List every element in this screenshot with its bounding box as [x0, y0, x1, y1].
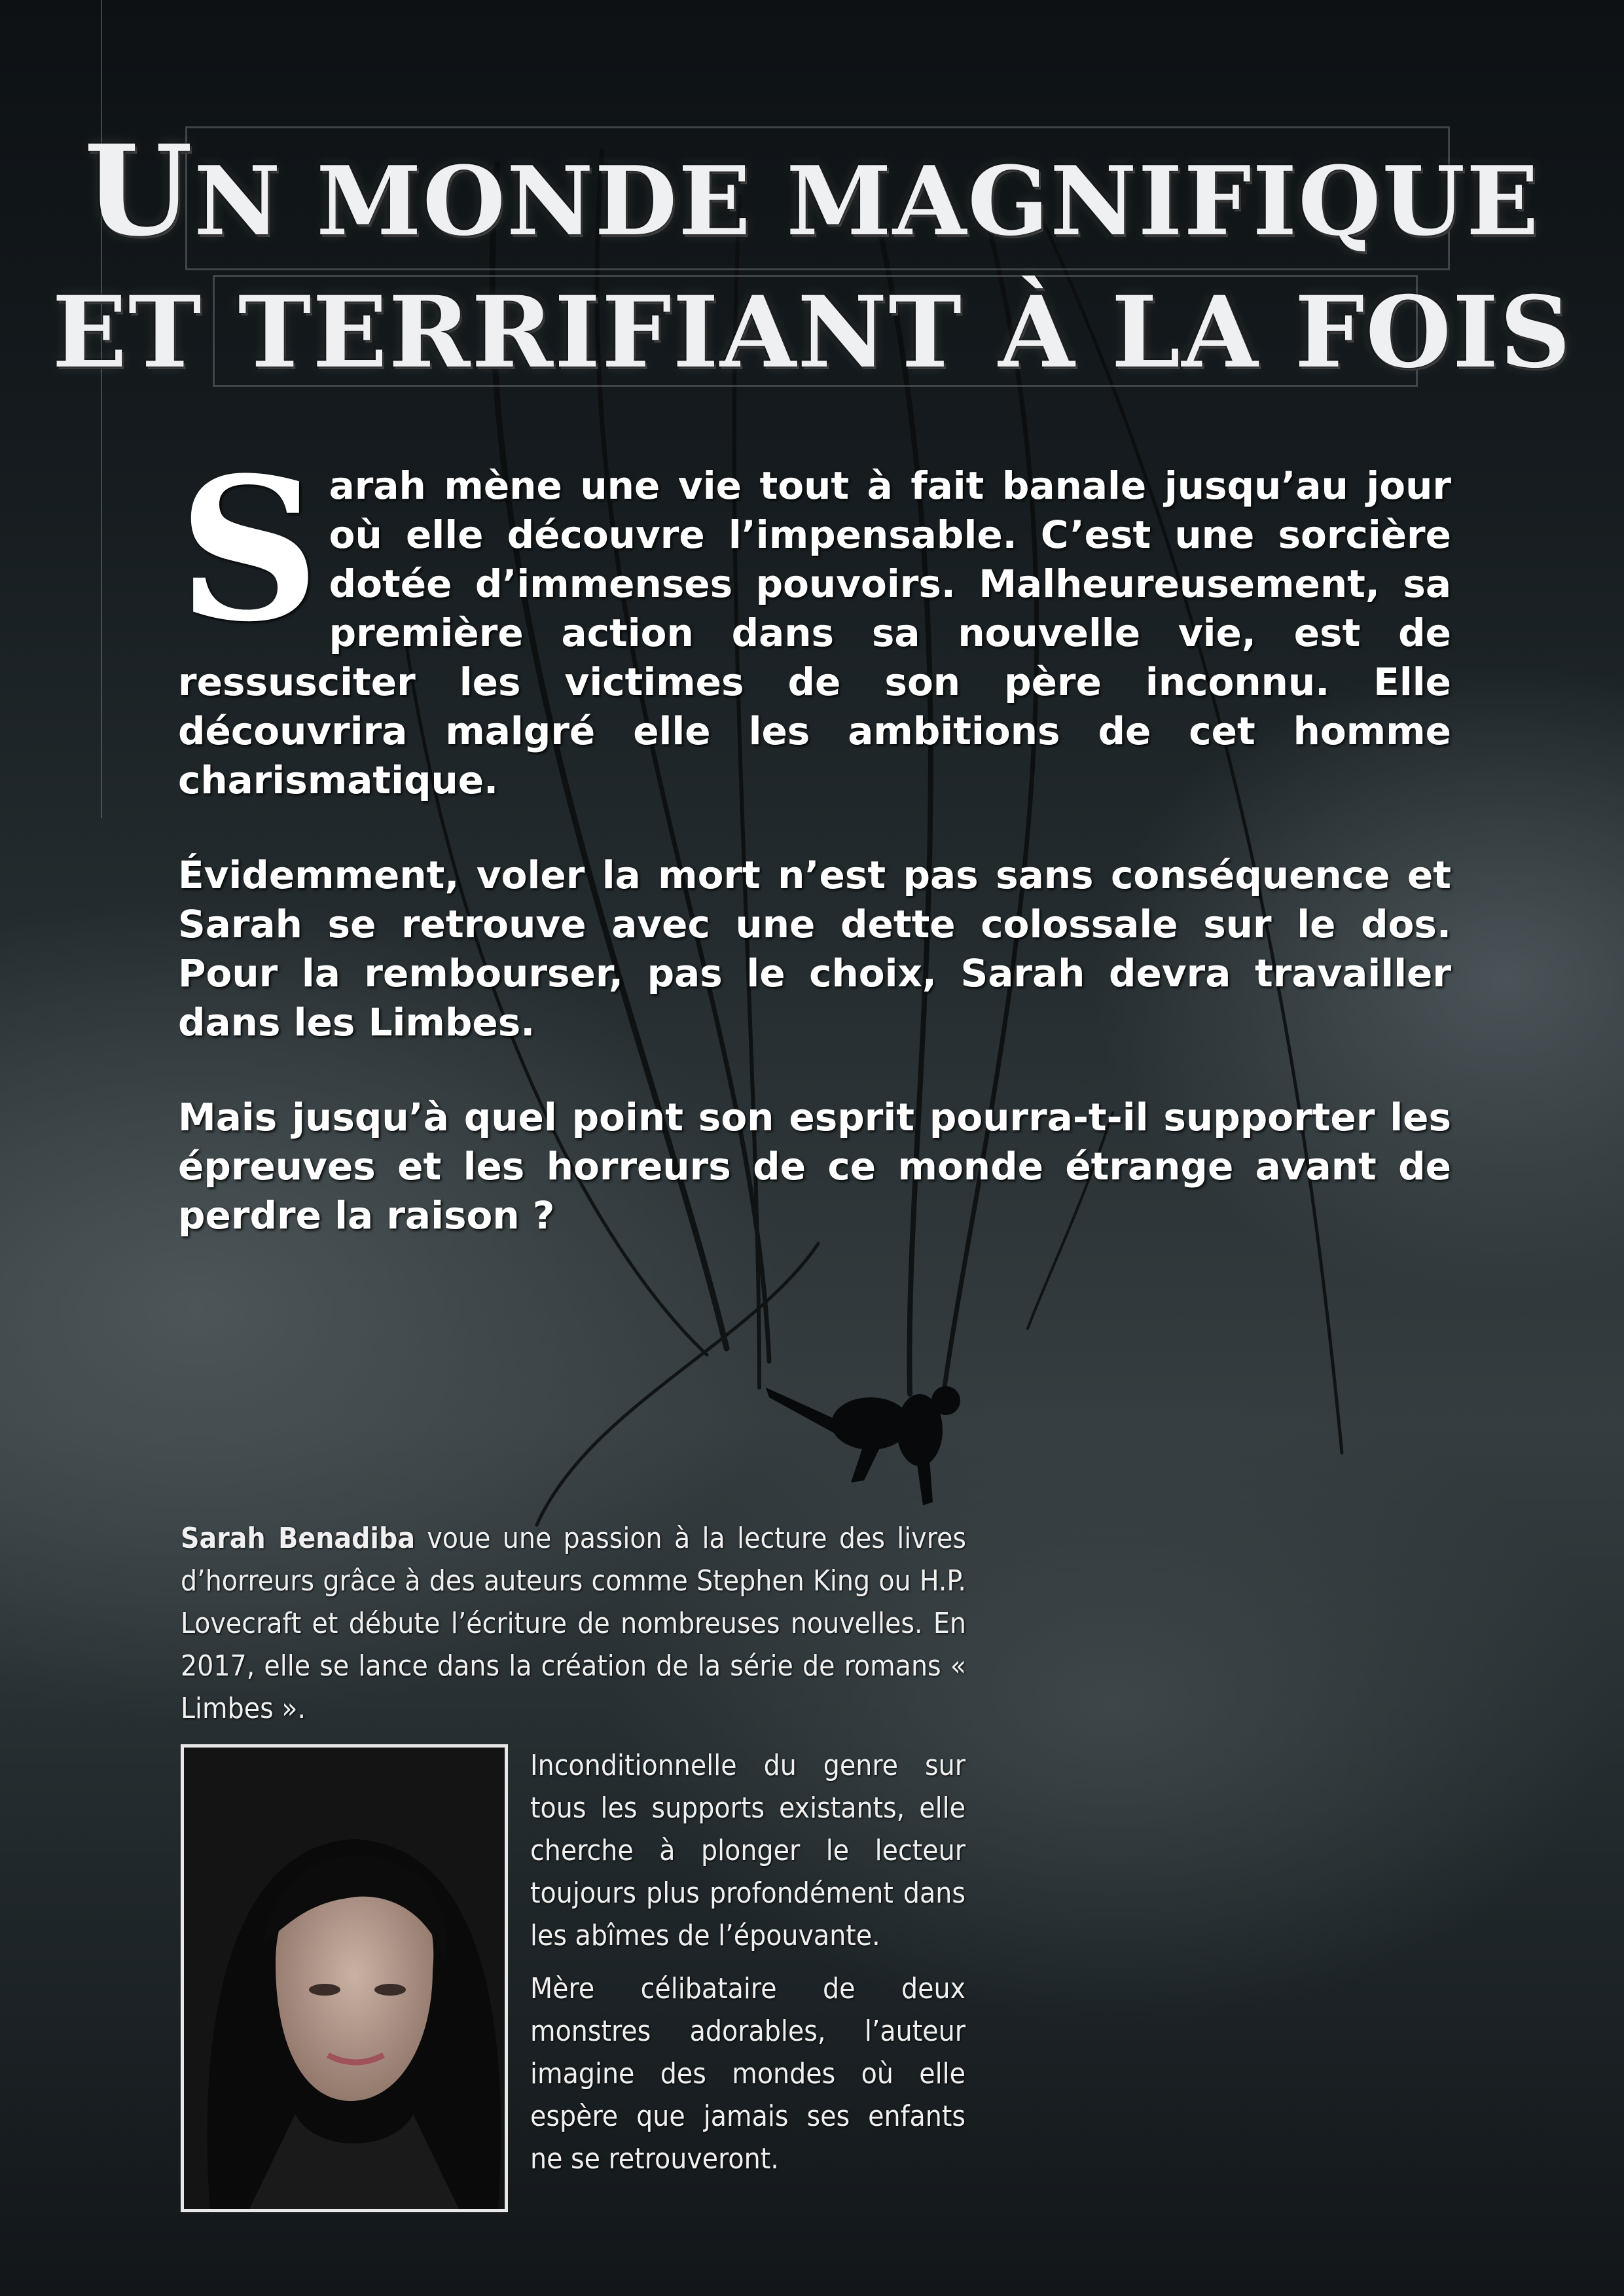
title-line-2: ET TERRIFIANT À LA FOIS [52, 275, 1572, 390]
author-bio [181, 1517, 966, 1730]
author-bio-paragraph-3: Mère célibataire de deux monstres adorables, l’auteur imagine des mondes où elle espère que jamais ses enfants ne se retrouveront. [530, 1972, 965, 2176]
synopsis-paragraph-3: Mais jusqu’à quel point son esprit pourra-t-il supporter les épreuves et les horreurs de ce monde étrange avant de perdre la raison ? [178, 1095, 1451, 1238]
falling-figure [766, 1386, 960, 1505]
author-bio-paragraph-1: Sarah Benadiba voue une passion à la lecture des livres d’horreurs grâce à des auteurs comme Stephen King ou H.P. Lovecraft et débute l’écriture de nombreuses nouvelles. En 2017, elle se lance dans la création de la série de romans « Limbes ». [181, 1522, 966, 1725]
author-photo [181, 1744, 508, 2212]
author-bio-paragraph-2: Inconditionnelle du genre sur tous les supports existants, elle cherche à plonger le lecteur toujours plus profondément dans les abîmes de l’épouvante. [530, 1749, 965, 1952]
author-portrait-illustration [184, 1748, 505, 2209]
author-name: Sarah Benadiba [181, 1522, 416, 1555]
author-bio-continued [530, 1744, 965, 2191]
synopsis-paragraph-1: Sarah mène une vie tout à fait banale jusqu’au jour où elle découvre l’impensable. C’est une sorcière dotée d’immenses pouvoirs. Malheureusement, sa première action dans sa nouvelle vie, est de ressusciter les victimes de son père inconnu. Elle découvrira malgré elle les ambitions de cet homme charismatique. [178, 434, 1451, 802]
synopsis-paragraph-2: Évidemment, voler la mort n’est pas sans conséquence et Sarah se retrouve avec une dette colossale sur le dos. Pour la rembourser, pas le choix, Sarah devra travailler dans les Limbes. [178, 853, 1451, 1045]
title-line-1: UN MONDE MAGNIFIQUE [84, 118, 1540, 264]
drop-cap: S [178, 434, 320, 665]
synopsis [178, 434, 1451, 1286]
